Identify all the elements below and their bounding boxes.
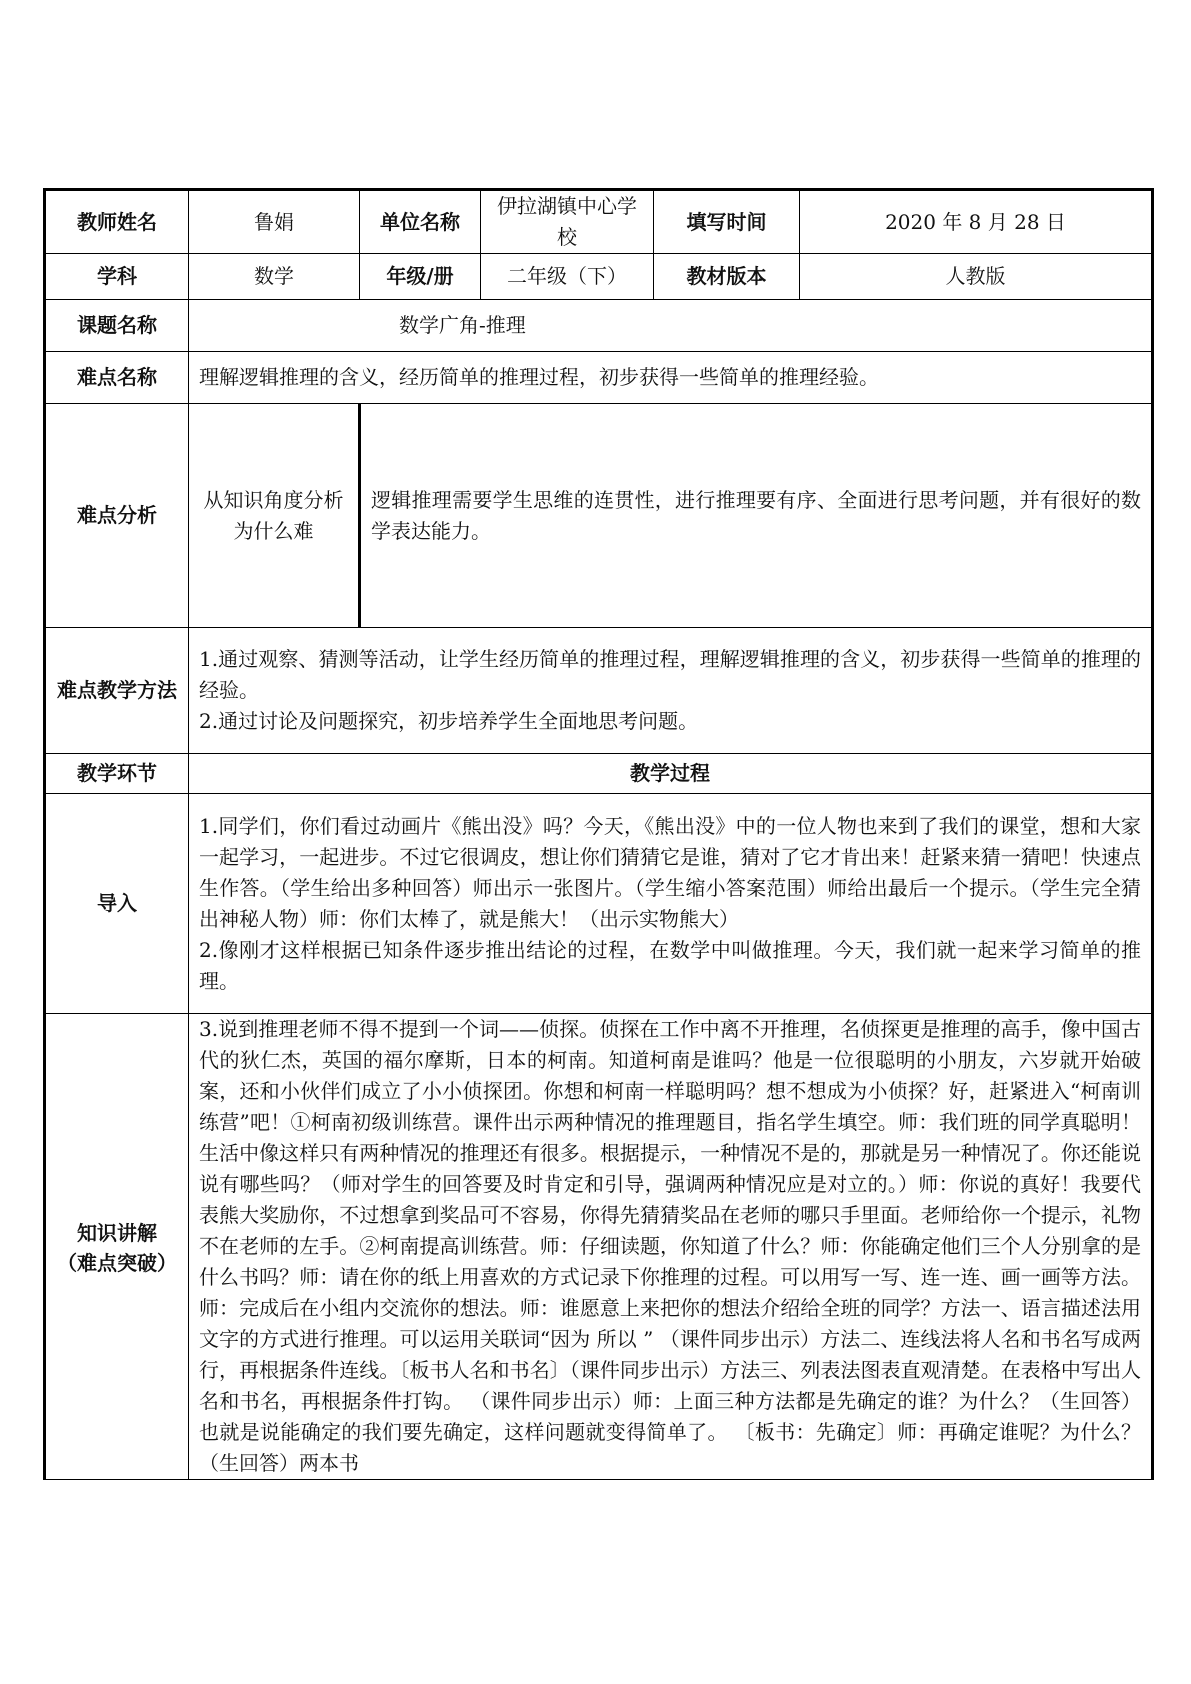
knowledge-content — [189, 1014, 1153, 1480]
analysis-row — [45, 404, 1153, 628]
fill-date-value: 2020 年 8 月 28 日 — [800, 190, 1153, 254]
knowledge-row — [45, 1014, 1153, 1480]
intro-row — [45, 794, 1153, 1014]
subject-label: 学科 — [45, 254, 189, 300]
unit-name-label: 单位名称 — [360, 190, 481, 254]
teacher-name-label: 教师姓名 — [45, 190, 189, 254]
intro-paragraph-2: 2.像刚才这样根据已知条件逐步推出结论的过程，在数学中叫做推理。今天，我们就一起来学习简单的推理。 — [199, 937, 1141, 993]
header-row-1 — [45, 190, 1153, 254]
edition-label: 教材版本 — [654, 254, 800, 300]
process-header-row — [45, 754, 1153, 794]
lesson-plan-table — [43, 188, 1154, 1480]
difficulty-row — [45, 352, 1153, 404]
method-content — [189, 628, 1153, 754]
method-label: 难点教学方法 — [45, 628, 189, 754]
edition-value: 人教版 — [800, 254, 1153, 300]
knowledge-label-line-2: （难点突破） — [57, 1250, 177, 1275]
grade-label: 年级/册 — [360, 254, 481, 300]
unit-name-value: 伊拉湖镇中心学校 — [481, 190, 654, 254]
teacher-name-value: 鲁娟 — [189, 190, 360, 254]
method-item-1: 1.通过观察、猜测等活动，让学生经历简单的推理过程，理解逻辑推理的含义，初步获得一些简单的推理的经验。 — [199, 647, 1141, 702]
topic-value: 数学广角-推理 — [189, 300, 1153, 352]
teaching-process-header: 教学过程 — [189, 754, 1153, 794]
intro-paragraph-1: 1.同学们，你们看过动画片《熊出没》吗？今天，《熊出没》中的一位人物也来到了我们的课堂，想和大家一起学习，一起进步。不过它很调皮，想让你们猜猜它是谁，猜对了它才肯出来！赶紧来猜一猜吧！快速点生作答。（学生给出多种回答）师出示一张图片。（学生缩小答案范围）师给出最后一个提示。（学生完全猜出神秘人物）师：你们太棒了，就是熊大！（出示实物熊大） — [199, 813, 1141, 931]
intro-content — [189, 794, 1153, 1014]
difficulty-value: 理解逻辑推理的含义，经历简单的推理过程，初步获得一些简单的推理经验。 — [189, 352, 1153, 404]
subject-value: 数学 — [189, 254, 360, 300]
topic-row — [45, 300, 1153, 352]
fill-date-label: 填写时间 — [654, 190, 800, 254]
difficulty-label: 难点名称 — [45, 352, 189, 404]
analysis-label: 难点分析 — [45, 404, 189, 628]
grade-value: 二年级（下） — [481, 254, 654, 300]
method-item-2: 2.通过讨论及问题探究，初步培养学生全面地思考问题。 — [199, 709, 699, 733]
topic-label: 课题名称 — [45, 300, 189, 352]
intro-label: 导入 — [45, 794, 189, 1014]
header-row-2 — [45, 254, 1153, 300]
knowledge-label-line-1: 知识讲解 — [77, 1220, 157, 1245]
teaching-stage-header: 教学环节 — [45, 754, 189, 794]
knowledge-label — [45, 1014, 189, 1480]
analysis-sub-label: 从知识角度分析为什么难 — [189, 404, 360, 628]
knowledge-paragraph-1: 3.说到推理老师不得不提到一个词——侦探。侦探在工作中离不开推理，名侦探更是推理的高手，像中国古代的狄仁杰，英国的福尔摩斯，日本的柯南。知道柯南是谁吗？他是一位很聪明的小朋友，六岁就开始破案，还和小伙伴们成立了小小侦探团。你想和柯南一样聪明吗？想不想成为小侦探？好，赶紧进入“柯南训练营”吧！①柯南初级训练营。课件出示两种情况的推理题目，指名学生填空。师：我们班的同学真聪明！生活中像这样只有两种情况的推理还有很多。根据提示，一种情况不是的，那就是另一种情况了。你还能说说有哪些吗？（师对学生的回答要及时肯定和引导，强调两种情况应是对立的。）师：你说的真好！我要代表熊大奖励你，不过想拿到奖品可不容易，你得先猜猜奖品在老师的哪只手里面。老师给你一个提示，礼物不在老师的左手。②柯南提高训练营。师：仔细读题，你知道了什么？师：你能确定他们三个人分别拿的是什么书吗？师：请在你的纸上用喜欢的方式记录下你推理的过程。可以用写一写、连一连、画一画等方法。师：完成后在小组内交流你的想法。师：谁愿意上来把你的想法介绍给全班的同学？方法一、语言描述法用文字的方式进行推理。可以运用关联词“因为 所以 ” （课件同步出示）方法二、连线法将人名和书名写成两行，再根据条件连线。〔板书人名和书名〕（课件同步出示）方法三、列表法图表直观清楚。在表格中写出人名和书名，再根据条件打钩。 （课件同步出示）师：上面三种方法都是先确定的谁？为什么？（生回答）也就是说能确定的我们要先确定，这样问题就变得简单了。 〔板书：先确定〕师：再确定谁呢？为什么？（生回答）两本书 — [199, 1017, 1141, 1475]
analysis-value: 逻辑推理需要学生思维的连贯性，进行推理要有序、全面进行思考问题，并有很好的数学表达能力。 — [360, 404, 1153, 628]
method-row — [45, 628, 1153, 754]
